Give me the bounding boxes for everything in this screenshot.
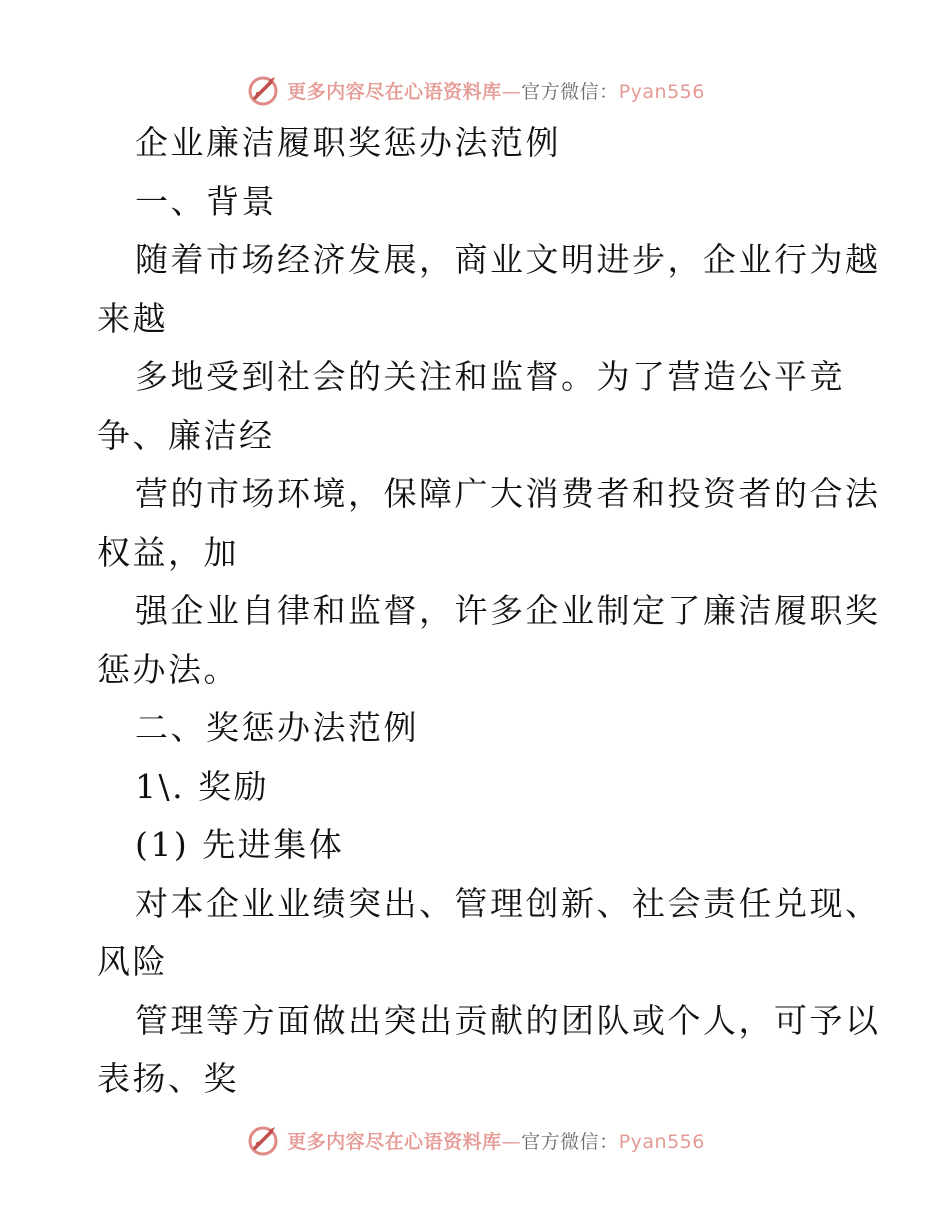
footer-banner (0, 1120, 950, 1160)
text-line: 管理等方面做出突出贡献的团队或个人，可予以 (135, 1000, 881, 1040)
text-line: (1) 先进集体 (135, 825, 345, 864)
banner-text (287, 77, 705, 104)
pen-logo-icon (245, 1122, 281, 1158)
banner-main-text: 更多内容尽在心语资料库 (287, 1130, 502, 1153)
header-banner (0, 70, 950, 110)
banner-text (287, 1127, 705, 1154)
document-title: 企业廉洁履职奖惩办法范例 (135, 123, 561, 162)
text-line: 表扬、奖 (97, 1059, 239, 1098)
text-line: 一、背景 (135, 181, 277, 221)
document-body (97, 114, 881, 1109)
pen-logo-icon (245, 72, 281, 108)
text-line: 随着市场经济发展，商业文明进步，企业行为越 (135, 240, 881, 279)
text-line: 二、奖惩办法范例 (135, 708, 419, 747)
text-line: 多地受到社会的关注和监督。为了营造公平竞 (135, 357, 845, 396)
banner-dash: — (501, 80, 522, 103)
banner-wechat-label: 官方微信： (521, 80, 619, 103)
banner-dash: — (501, 1130, 522, 1153)
text-line: 来越 (97, 298, 168, 338)
banner-wechat-id: Pyan556 (618, 80, 705, 103)
text-line: 争、廉洁经 (97, 415, 275, 455)
text-line: 营的市场环境，保障广大消费者和投资者的合法 (135, 474, 881, 513)
banner-wechat-id: Pyan556 (618, 1130, 705, 1153)
text-line: 对本企业业绩突出、管理创新、社会责任兑现、 (135, 883, 881, 923)
text-line: 1\. 奖励 (135, 766, 270, 806)
text-line: 惩办法。 (97, 649, 239, 689)
text-line: 风险 (97, 942, 168, 981)
text-line: 强企业自律和监督，许多企业制定了廉洁履职奖 (135, 591, 881, 630)
text-line: 权益，加 (97, 532, 239, 572)
banner-main-text: 更多内容尽在心语资料库 (287, 80, 502, 103)
banner-wechat-label: 官方微信： (521, 1130, 619, 1153)
